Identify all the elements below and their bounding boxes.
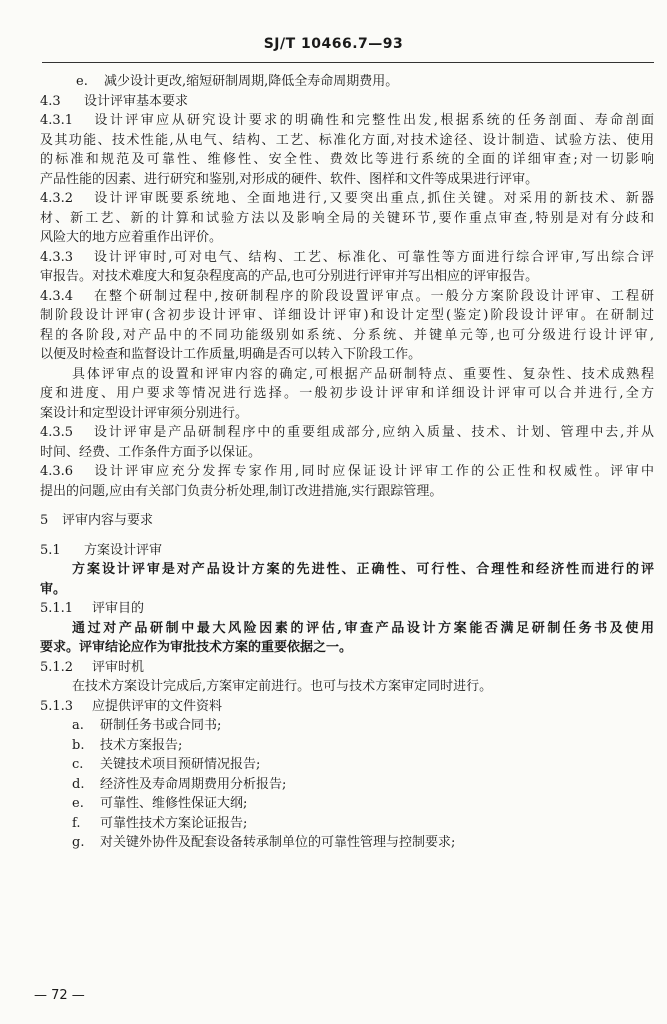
standard-code-header: SJ/T 10466.7—93 <box>263 36 404 52</box>
evaluation-point-paragraph: 具体评审点的设置和评审内容的确定,可根据产品研制特点、重要性、复杂性、技术成熟程 度和进度、用户要求等情况进行选择。一般初步设计评审和详细设计评审可以合并进行,全方 案设计和定型设计评审须分别进行。 <box>40 366 654 421</box>
section-4-3-4: 4.3.4 在整个研制过程中,按研制程序的阶段设置评审点。一般分方案阶段设计评审、工程研 制阶段设计评审(含初步设计评审、详细设计评审)和设计定型(鉴定)阶段设计评审。在研制过 程的各阶段,对产品中的不同功能级别如系统、分系统、并键单元等,也可分级进行设计评审, 以便及时检查和监督设计工作质量,明确是否可以转入下阶段工作。 <box>40 288 654 362</box>
section-5-1-2-body: 在技术方案设计完成后,方案审定前进行。也可与技术方案审定同时进行。 <box>72 679 493 694</box>
list-item: c. 关键技术项目预研情况报告; <box>72 757 261 772</box>
item-text: 减少设计更改,缩短研制周期,降低全寿命周期费用。 <box>104 74 399 89</box>
section-5-1-1-body: 通过对产品研制中最大风险因素的评估,审查产品设计方案能否满足研制任务书及使用 要求。评审结论应作为审批技术方案的重要依据之一。 <box>40 620 654 655</box>
section-5-1-heading: 5.1 方案设计评审 <box>40 542 163 558</box>
section-4-3-6: 4.3.6 设计评审应充分发挥专家作用,同时应保证设计评审工作的公正性和权威性。评审中 提出的问题,应由有关部门负责分析处理,制订改进措施,实行跟踪管理。 <box>40 464 654 499</box>
section-4-3-2: 4.3.2 设计评审既要系统地、全面地进行,又要突出重点,抓住关键。对采用的新技术、新器 材、新工艺、新的计算和试验方法以及影响全局的关键环节,要作重点审查,特别是对有分歧和 风险大的地方应着重作出评价。 <box>40 191 654 245</box>
page-number: — 72 — <box>34 988 85 1003</box>
list-item: f. 可靠性技术方案论证报告; <box>72 815 248 831</box>
section-5-1-body: 方案设计评审是对产品设计方案的先进性、正确性、可行性、合理性和经济性而进行的评 审。 <box>40 562 654 597</box>
list-item <box>40 72 654 92</box>
document-list <box>40 716 654 853</box>
section-4-3-1: 4.3.1 设计评审应从研究设计要求的明确性和完整性出发,根据系统的任务剖面、寿命剖面 及其功能、技术性能,从电气、结构、工艺、标准化方面,对技术途径、设计制造、试验方法、使用 的标准和规范及可靠性、维修性、安全性、费效比等进行系统的全面的详细审查;对一切影响 产品性能的因素、进行研究和鉴别,对形成的硬件、软件、图样和文件等成果进行评审。 <box>40 113 654 187</box>
document-body <box>40 72 654 853</box>
section-5-1-3-heading: 5.1.3 应提供评审的文件资料 <box>40 698 223 714</box>
section-4-3-heading: 4.3 设计评审基本要求 <box>40 93 189 109</box>
header-rule <box>42 62 654 63</box>
list-item: a. 研制任务书或合同书; <box>72 718 222 733</box>
section-4-3-3: 4.3.3 设计评审时,可对电气、结构、工艺、标准化、可靠性等方面进行综合评审,写出综合评 审报告。对技术难度大和复杂程度高的产品,也可分别进行评审并写出相应的评审报告。 <box>40 249 654 284</box>
section-4-3-5: 4.3.5 设计评审是产品研制程序中的重要组成部分,应纳入质量、技术、计划、管理中去,并从 时间、经费、工作条件方面予以保证。 <box>40 425 654 460</box>
list-item: e. 可靠性、维修性保证大纲; <box>72 796 248 811</box>
section-5-1-1-heading: 5.1.1 评审目的 <box>40 601 145 616</box>
item-label: e. <box>76 74 88 89</box>
section-5-heading: 5 评审内容与要求 <box>40 513 154 528</box>
section-5-1-2-heading: 5.1.2 评审时机 <box>40 659 145 675</box>
list-item: g. 对关键外协件及配套设备转承制单位的可靠性管理与控制要求; <box>72 835 456 850</box>
list-item: b. 技术方案报告; <box>72 737 183 753</box>
list-item: d. 经济性及寿命周期费用分析报告; <box>72 776 287 792</box>
